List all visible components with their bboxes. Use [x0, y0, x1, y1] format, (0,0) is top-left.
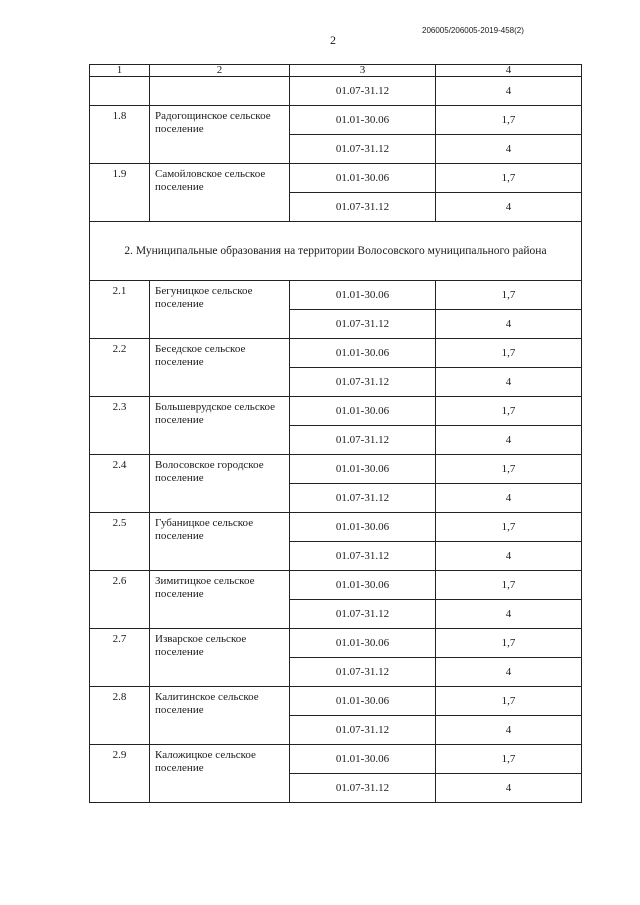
- row-name: Волосовское городское поселение: [150, 455, 290, 513]
- row-name: Радогощинское сельское поселение: [150, 106, 290, 164]
- value-cell: 1,7: [436, 629, 582, 658]
- table-row: [90, 77, 582, 106]
- value-cell: 1,7: [436, 397, 582, 426]
- period-cell: 01.07-31.12: [290, 77, 436, 106]
- column-header: 2: [150, 65, 290, 77]
- period-cell: 01.07-31.12: [290, 193, 436, 222]
- period-cell: 01.01-30.06: [290, 629, 436, 658]
- row-number: 2.5: [90, 513, 150, 571]
- period-cell: 01.01-30.06: [290, 397, 436, 426]
- row-name: Калитинское сельское поселение: [150, 687, 290, 745]
- row-name: Изварское сельское поселение: [150, 629, 290, 687]
- period-cell: 01.07-31.12: [290, 135, 436, 164]
- tariff-table: [89, 64, 582, 803]
- period-cell: 01.01-30.06: [290, 687, 436, 716]
- table-row: [90, 629, 582, 658]
- value-cell: 4: [436, 774, 582, 803]
- table-row: [90, 164, 582, 193]
- value-cell: 4: [436, 658, 582, 687]
- period-cell: 01.01-30.06: [290, 339, 436, 368]
- value-cell: 1,7: [436, 571, 582, 600]
- value-cell: 4: [436, 135, 582, 164]
- value-cell: 1,7: [436, 281, 582, 310]
- table-row: [90, 745, 582, 774]
- period-cell: 01.01-30.06: [290, 513, 436, 542]
- row-name: Губаницкое сельское поселение: [150, 513, 290, 571]
- row-number: 2.7: [90, 629, 150, 687]
- row-number: 1.9: [90, 164, 150, 222]
- period-cell: 01.07-31.12: [290, 310, 436, 339]
- row-number: 1.8: [90, 106, 150, 164]
- column-header: 4: [436, 65, 582, 77]
- column-header: 3: [290, 65, 436, 77]
- value-cell: 1,7: [436, 513, 582, 542]
- period-cell: 01.07-31.12: [290, 600, 436, 629]
- document-id: 206005/206005-2019-458(2): [422, 26, 524, 35]
- period-cell: 01.01-30.06: [290, 106, 436, 135]
- value-cell: 1,7: [436, 164, 582, 193]
- section-row: [90, 222, 582, 281]
- value-cell: 4: [436, 193, 582, 222]
- table-row: [90, 455, 582, 484]
- value-cell: 4: [436, 77, 582, 106]
- row-name: Зимитицкое сельское поселение: [150, 571, 290, 629]
- row-number: [90, 77, 150, 106]
- period-cell: 01.07-31.12: [290, 368, 436, 397]
- period-cell: 01.01-30.06: [290, 571, 436, 600]
- table-row: [90, 687, 582, 716]
- period-cell: 01.01-30.06: [290, 455, 436, 484]
- period-cell: 01.01-30.06: [290, 745, 436, 774]
- row-number: 2.1: [90, 281, 150, 339]
- row-name: Каложицкое сельское поселение: [150, 745, 290, 803]
- value-cell: 4: [436, 310, 582, 339]
- table-row: [90, 513, 582, 542]
- period-cell: 01.07-31.12: [290, 542, 436, 571]
- table-row: [90, 571, 582, 600]
- period-cell: 01.07-31.12: [290, 716, 436, 745]
- table-header-row: [90, 65, 582, 77]
- row-number: 2.9: [90, 745, 150, 803]
- column-header: 1: [90, 65, 150, 77]
- period-cell: 01.01-30.06: [290, 164, 436, 193]
- row-number: 2.8: [90, 687, 150, 745]
- table-row: [90, 397, 582, 426]
- value-cell: 4: [436, 484, 582, 513]
- value-cell: 1,7: [436, 106, 582, 135]
- table-row: [90, 106, 582, 135]
- table-row: [90, 281, 582, 310]
- value-cell: 4: [436, 542, 582, 571]
- value-cell: 1,7: [436, 687, 582, 716]
- page-number: 2: [330, 33, 336, 47]
- period-cell: 01.07-31.12: [290, 426, 436, 455]
- row-number: 2.6: [90, 571, 150, 629]
- row-name: [150, 77, 290, 106]
- period-cell: 01.01-30.06: [290, 281, 436, 310]
- section-title: 2. Муниципальные образования на территории Волосовского муниципального района: [90, 222, 582, 281]
- row-number: 2.4: [90, 455, 150, 513]
- value-cell: 4: [436, 716, 582, 745]
- value-cell: 1,7: [436, 455, 582, 484]
- row-name: Самойловское сельское поселение: [150, 164, 290, 222]
- row-name: Бегуницкое сельское поселение: [150, 281, 290, 339]
- table-row: [90, 339, 582, 368]
- value-cell: 4: [436, 426, 582, 455]
- period-cell: 01.07-31.12: [290, 658, 436, 687]
- row-number: 2.3: [90, 397, 150, 455]
- period-cell: 01.07-31.12: [290, 484, 436, 513]
- row-number: 2.2: [90, 339, 150, 397]
- value-cell: 1,7: [436, 339, 582, 368]
- period-cell: 01.07-31.12: [290, 774, 436, 803]
- value-cell: 4: [436, 368, 582, 397]
- row-name: Беседское сельское поселение: [150, 339, 290, 397]
- value-cell: 1,7: [436, 745, 582, 774]
- value-cell: 4: [436, 600, 582, 629]
- row-name: Большеврудское сельское поселение: [150, 397, 290, 455]
